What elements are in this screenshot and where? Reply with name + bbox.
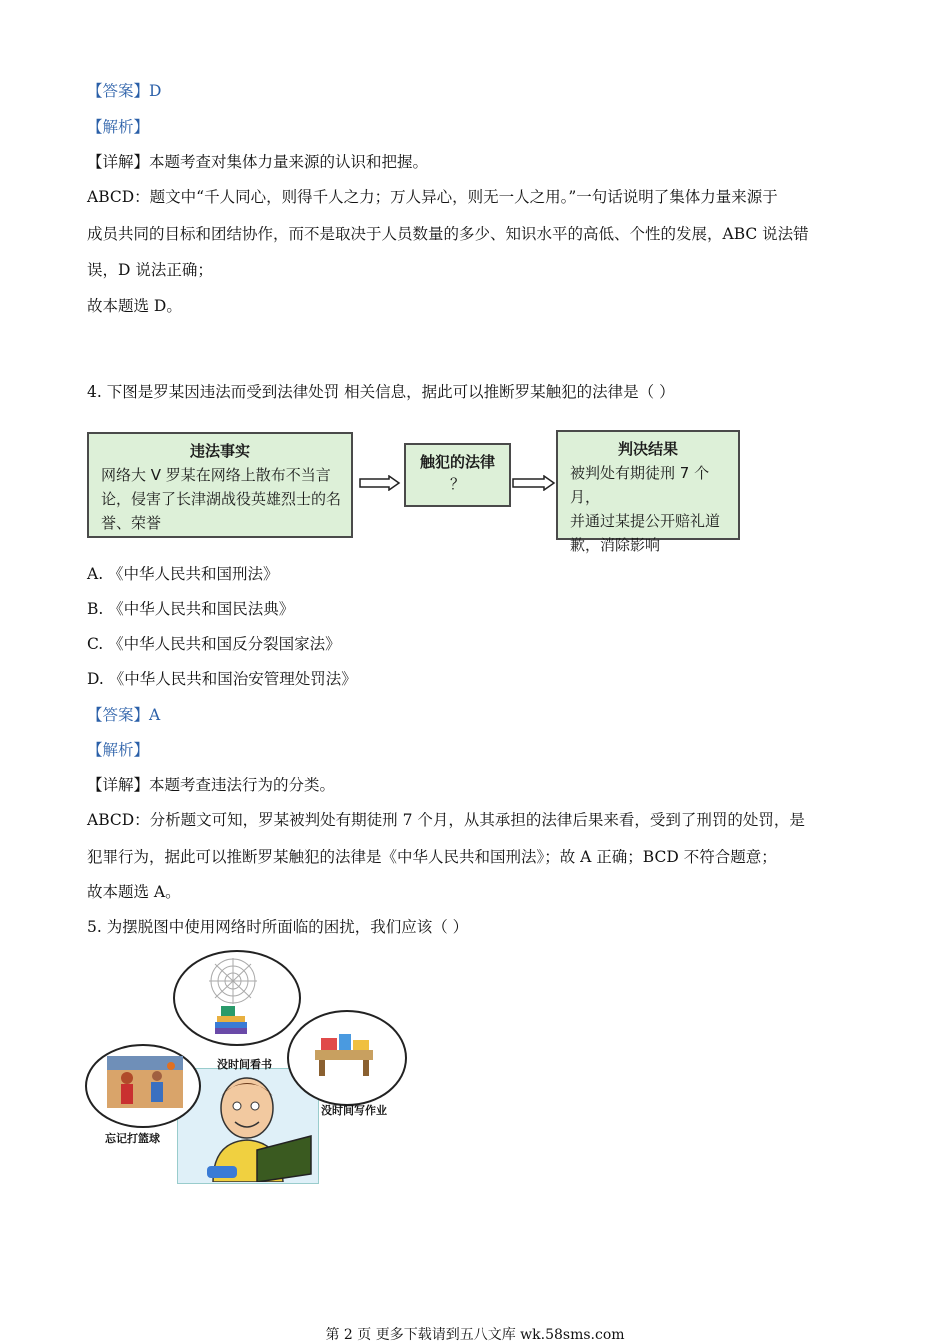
q4-answer: 【答案】A [87, 706, 161, 724]
box-violation-title: 违法事实 [189, 442, 250, 460]
q4-explain-1: ABCD：分析题文可知，罗某被判处有期徒刑 7 个月，从其承担的法律后果来看，受到了刑罚的处罚，是 [87, 811, 805, 829]
box-law-question: ？ [449, 475, 465, 493]
box-violation-line-2: 论，侵害了长津湖战役英雄烈士的名 [101, 490, 342, 508]
q4-option-a: A. 《中华人民共和国刑法》 [87, 565, 279, 583]
q4-detail: 【详解】本题考查违法行为的分类。 [87, 776, 336, 794]
q5-illustration [85, 948, 410, 1188]
q3-explain-1: ABCD：题文中“千人同心，则得千人之力；万人异心，则无一人之用。”一句话说明了集体力量来源于 [87, 188, 778, 206]
boy-at-laptop-icon [193, 1070, 317, 1182]
arrow-right-icon [359, 475, 401, 491]
caption-no-time-read: 没时间看书 [217, 1058, 272, 1071]
q4-explain-2: 犯罪行为，据此可以推断罗某触犯的法律是《中华人民共和国刑法》；故 A 正确；BCD 不符合题意； [87, 848, 777, 866]
q4-conclusion: 故本题选 A。 [87, 883, 181, 901]
diagram-box-violation [87, 432, 353, 538]
q4-option-b: B. 《中华人民共和国民法典》 [87, 600, 295, 618]
q4-analysis-label: 【解析】 [87, 741, 150, 759]
homework-desk-icon [311, 1028, 377, 1078]
q3-answer: 【答案】D [87, 82, 162, 100]
q4-option-d: D. 《中华人民共和国治安管理处罚法》 [87, 670, 357, 688]
caption-no-time-homework: 没时间写作业 [321, 1104, 387, 1117]
q4-option-c: C. 《中华人民共和国反分裂国家法》 [87, 635, 341, 653]
arrow-right-icon [512, 475, 556, 491]
caption-forgot-basketball: 忘记打篮球 [105, 1132, 160, 1145]
box-violation-line-1: 网络大 V 罗某在网络上散布不当言 [101, 466, 331, 484]
page-footer: 第 2 页 更多下载请到五八文库 wk.58sms.com [325, 1327, 625, 1343]
box-verdict-line-3: 歉，消除影响 [570, 536, 661, 554]
diagram-box-law [404, 443, 511, 507]
box-verdict-line-1: 被判处有期徒刑 7 个月， [570, 464, 710, 506]
diagram-box-verdict [556, 430, 740, 554]
box-law-title: 触犯的法律 [419, 453, 495, 471]
books-icon [213, 1004, 249, 1036]
q3-detail: 【详解】本题考查对集体力量来源的认识和把握。 [87, 153, 429, 171]
box-verdict-title: 判决结果 [617, 440, 678, 458]
q5-stem: 5. 为摆脱图中使用网络时所面临的困扰，我们应该（ ） [87, 918, 469, 936]
basketball-icon [107, 1056, 183, 1108]
spiderweb-icon [203, 956, 263, 1006]
q3-analysis-label: 【解析】 [87, 118, 150, 136]
q4-stem: 4. 下图是罗某因违法而受到法律处罚 相关信息，据此可以推断罗某触犯的法律是（ ） [87, 383, 675, 401]
q3-explain-3: 误，D 说法正确； [87, 261, 213, 279]
q3-conclusion: 故本题选 D。 [87, 297, 182, 315]
q3-explain-2: 成员共同的目标和团结协作，而不是取决于人员数量的多少、知识水平的高低、个性的发展，ABC 说法错 [87, 225, 809, 243]
box-verdict-line-2: 并通过某提公开赔礼道 [570, 512, 721, 530]
box-violation-line-3: 誉、荣誉 [101, 514, 162, 532]
